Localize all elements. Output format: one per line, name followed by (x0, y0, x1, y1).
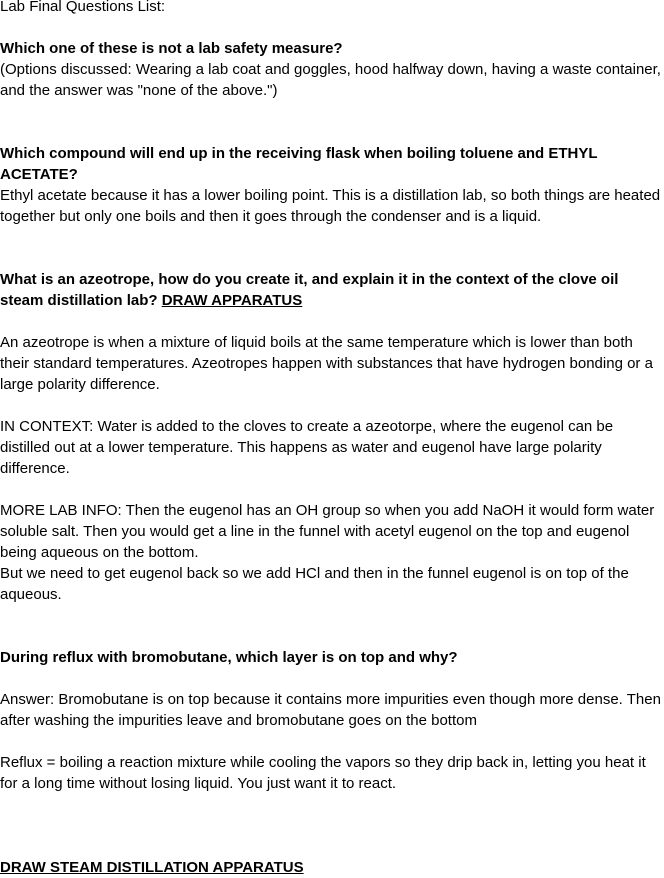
spacer (0, 101, 664, 122)
spacer (0, 17, 664, 38)
spacer (0, 122, 664, 143)
spacer (0, 605, 664, 626)
answer-2: Ethyl acetate because it has a lower boiling point. This is a distillation lab, so both things are heated together but only one boils and then it goes through the condenser and is a liquid. (0, 187, 661, 225)
spacer (0, 248, 664, 269)
answer-4: Answer: Bromobutane is on top because it contains more impurities even though more dense. Then after washing the impurities leave and bromobutane goes on the bottom (0, 691, 661, 729)
spacer (0, 836, 664, 857)
answer-3-hcl: But we need to get eugenol back so we add HCl and then in the funnel eugenol is on top of the aqueous. (0, 565, 629, 603)
spacer (0, 794, 664, 815)
spacer (0, 668, 664, 689)
question-3-text: What is an azeotrope, how do you create it, and explain it in the context of the clove oil steam distillation lab? (0, 271, 619, 309)
question-4: During reflux with bromobutane, which layer is on top and why? (0, 649, 458, 666)
answer-3-context: IN CONTEXT: Water is added to the cloves to create a azeotorpe, where the eugenol can be distilled out at a lower temperature. This happens as water and eugenol have large polarity difference. (0, 418, 614, 477)
spacer (0, 311, 664, 332)
question-3 (0, 269, 664, 311)
footer-draw-steam-distillation: DRAW STEAM DISTILLATION APPARATUS (0, 859, 304, 876)
spacer (0, 395, 664, 416)
reflux-definition: Reflux = boiling a reaction mixture while cooling the vapors so they drip back in, letting you heat it for a long time without losing liquid. You just want it to react. (0, 754, 646, 792)
spacer (0, 731, 664, 752)
draw-apparatus-link: DRAW APPARATUS (161, 292, 303, 309)
question-1: Which one of these is not a lab safety measure? (0, 40, 343, 57)
answer-3-more-info: MORE LAB INFO: Then the eugenol has an OH group so when you add NaOH it would form water soluble salt. Then you would get a line in the funnel with acetyl eugenol on the top and eugenol being aqueous on the bottom. (0, 502, 655, 561)
spacer (0, 479, 664, 500)
document-header: Lab Final Questions List: (0, 0, 166, 15)
spacer (0, 227, 664, 248)
answer-1: (Options discussed: Wearing a lab coat and goggles, hood halfway down, having a waste container, and the answer was "none of the above.") (0, 61, 661, 99)
question-2: Which compound will end up in the receiving flask when boiling toluene and ETHYL ACETATE? (0, 145, 598, 183)
answer-3-definition: An azeotrope is when a mixture of liquid boils at the same temperature which is lower than both their standard temperatures. Azeotropes happen with substances that have hydrogen bonding or a large polarity difference. (0, 334, 653, 393)
spacer (0, 626, 664, 647)
spacer (0, 815, 664, 836)
